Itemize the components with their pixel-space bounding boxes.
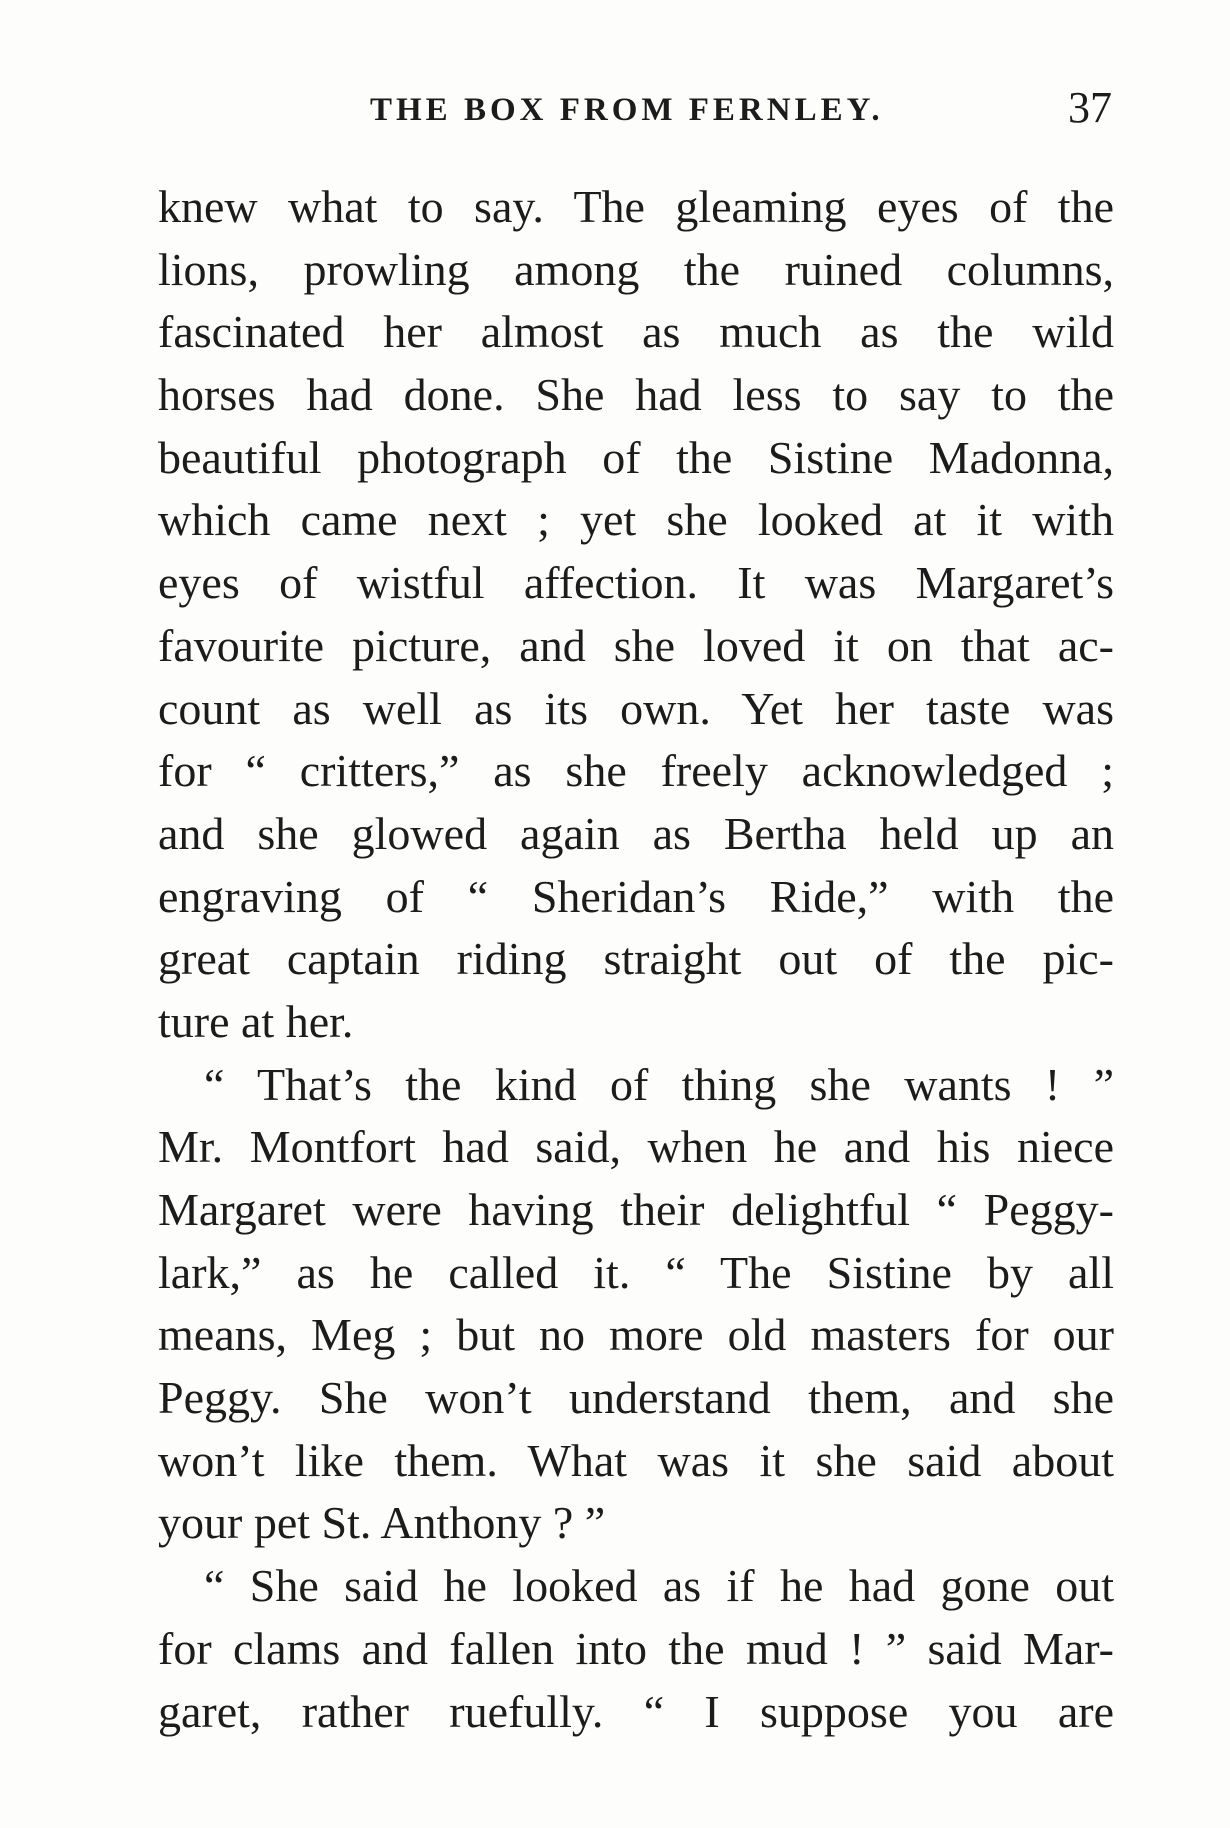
body-text [158,176,1114,1743]
text-line: Peggy. She won’t understand them, and she [158,1372,1114,1424]
text-line: your pet St. Anthony ? ” [158,1497,606,1549]
text-line: knew what to say. The gleaming eyes of the [158,181,1114,232]
text-line: which came next ; yet she looked at it with [158,494,1114,546]
text-line: means, Meg ; but no more old masters for our [158,1309,1114,1361]
text-line: “ That’s the kind of thing she wants ! ” [204,1058,1114,1110]
text-line: Mr. Montfort had said, when he and his niece [158,1121,1114,1173]
running-title: THE BOX FROM FERNLEY. [370,92,884,128]
text-line: lark,” as he called it. “ The Sistine by all [158,1246,1114,1298]
text-line: favourite picture, and she loved it on that ac- [158,619,1114,671]
text-line: engraving of “ Sheridan’s Ride,” with the [158,870,1114,922]
text-line: garet, rather ruefully. “ I suppose you are [158,1685,1114,1737]
text-line: and she glowed again as Bertha held up an [158,807,1114,859]
text-line: ture at her. [158,995,354,1047]
running-head [160,82,1112,142]
text-line: Margaret were having their delightful “ Peggy- [158,1184,1114,1235]
text-line: great captain riding straight out of the pic- [158,933,1114,985]
text-line: for “ critters,” as she freely acknowledged ; [158,745,1114,797]
text-line: count as well as its own. Yet her taste was [158,682,1114,734]
text-line: eyes of wistful affection. It was Margaret’s [158,557,1114,609]
text-line: lions, prowling among the ruined columns, [158,243,1114,295]
text-line: horses had done. She had less to say to the [158,369,1114,421]
text-line: “ She said he looked as if he had gone out [204,1560,1114,1612]
text-line: fascinated her almost as much as the wild [158,306,1114,358]
text-line: for clams and fallen into the mud ! ” said Mar- [158,1622,1114,1674]
page-number: 37 [1068,83,1112,132]
text-line: won’t like them. What was it she said about [158,1434,1114,1486]
text-line: beautiful photograph of the Sistine Madonna, [158,431,1114,483]
